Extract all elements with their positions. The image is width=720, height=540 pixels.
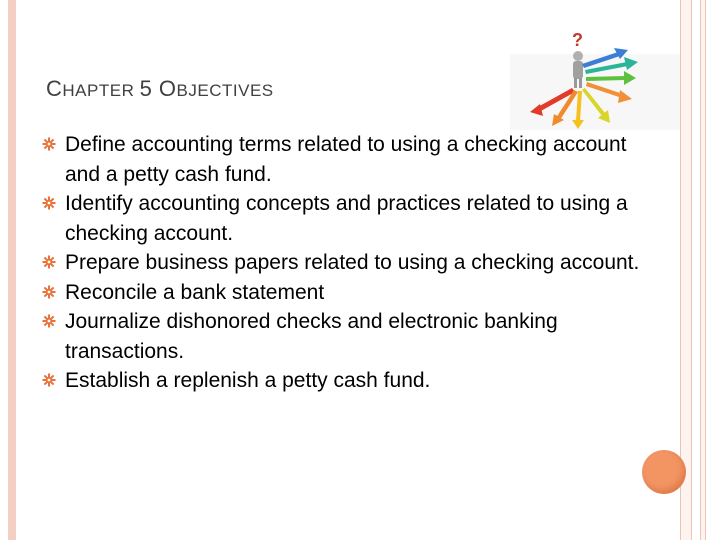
clipart-background bbox=[510, 54, 680, 130]
slide-title bbox=[46, 76, 274, 102]
bullet-marker-icon bbox=[42, 314, 56, 328]
figure-leg bbox=[574, 78, 577, 88]
title-part: 5 O bbox=[139, 76, 177, 101]
bullet-marker-icon bbox=[42, 196, 56, 210]
list-item bbox=[42, 130, 642, 189]
list-item bbox=[42, 189, 642, 248]
bullet-marker-icon bbox=[42, 285, 56, 299]
figure-leg bbox=[579, 78, 582, 88]
bullet-text: Prepare business papers related to using a checking account. bbox=[65, 251, 640, 274]
decision-arrows-clipart bbox=[510, 26, 680, 130]
bullet-marker-icon bbox=[42, 137, 56, 151]
objectives-list bbox=[42, 130, 642, 396]
bullet-text: Establish a replenish a petty cash fund. bbox=[65, 369, 431, 392]
bullet-text: Identify accounting concepts and practices related to using a checking account. bbox=[65, 192, 628, 245]
list-item bbox=[42, 278, 642, 308]
list-item bbox=[42, 248, 642, 278]
right-border-thin-stripe bbox=[700, 0, 706, 540]
left-border-stripe bbox=[8, 0, 16, 540]
bullet-marker-icon bbox=[42, 373, 56, 387]
figure-body bbox=[573, 61, 583, 79]
bullet-text: Define accounting terms related to using a checking account and a petty cash fund. bbox=[65, 133, 627, 186]
bullet-marker-icon bbox=[42, 255, 56, 269]
decorative-circle bbox=[642, 450, 686, 494]
title-part: HAPTER bbox=[62, 81, 140, 100]
question-mark: ? bbox=[572, 30, 583, 50]
title-part: C bbox=[46, 76, 63, 101]
bullet-text: Journalize dishonored checks and electronic banking transactions. bbox=[65, 310, 558, 363]
figure-head bbox=[573, 51, 583, 61]
list-item bbox=[42, 307, 642, 366]
list-item bbox=[42, 366, 642, 396]
bullet-text: Reconcile a bank statement bbox=[65, 280, 325, 304]
title-part: BJECTIVES bbox=[176, 81, 274, 100]
